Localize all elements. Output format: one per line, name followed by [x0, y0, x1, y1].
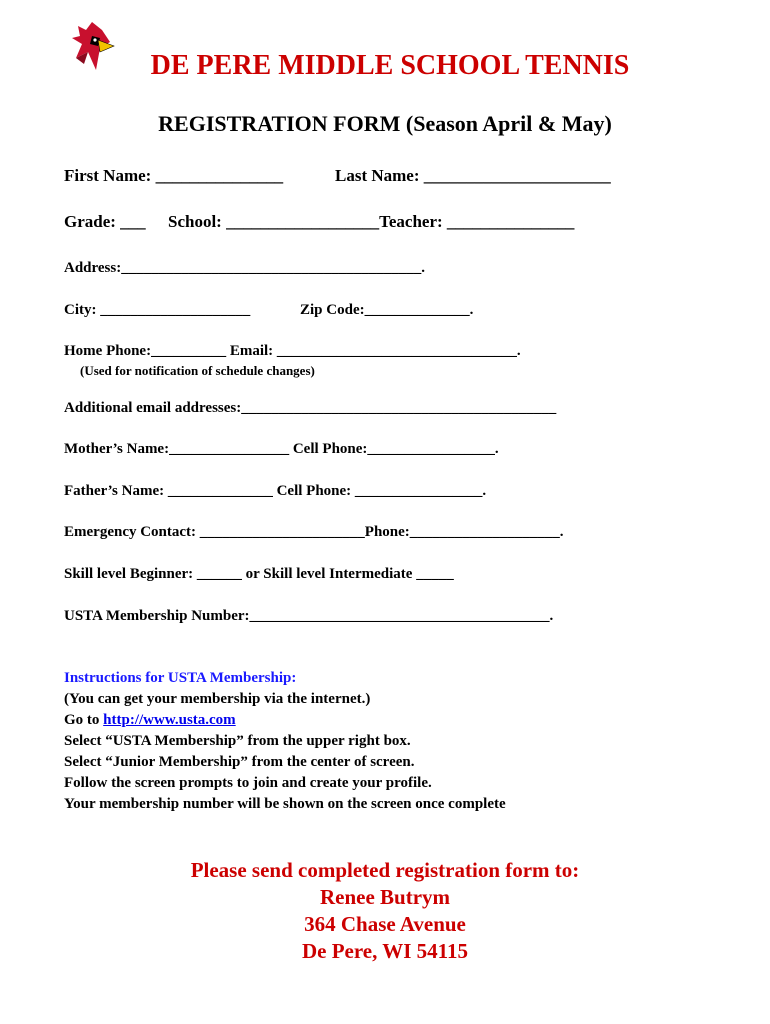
instructions-line: Select “USTA Membership” from the upper right box. — [64, 733, 411, 749]
father-name-field[interactable]: Father’s Name: ______________ Cell Phone: _________________. — [64, 483, 487, 499]
instructions-goto — [64, 712, 236, 729]
send-to-name: Renee Butrym — [319, 885, 451, 909]
send-to-city: De Pere, WI 54115 — [301, 939, 469, 963]
phone-note: (Used for notification of schedule changes) — [80, 363, 315, 378]
send-to-heading: Please send completed registration form to: — [190, 858, 580, 882]
address-field[interactable]: Address:________________________________________. — [64, 260, 425, 276]
goto-prefix: Go to — [64, 712, 104, 728]
zip-code-field[interactable]: Zip Code:______________. — [300, 302, 474, 318]
usta-link[interactable]: http://www.usta.com — [103, 712, 236, 728]
usta-number-field[interactable]: USTA Membership Number:________________________________________. — [64, 608, 554, 624]
skill-level-field[interactable]: Skill level Beginner: ______ or Skill level Intermediate _____ — [64, 566, 454, 582]
home-phone-email-field[interactable]: Home Phone:__________ Email: ________________________________. — [64, 343, 521, 359]
send-to-street: 364 Chase Avenue — [304, 912, 466, 936]
first-name-field[interactable]: First Name: _______________ — [64, 166, 284, 185]
last-name-field[interactable]: Last Name: ______________________ — [335, 166, 611, 185]
instructions-line: (You can get your membership via the internet.) — [64, 691, 371, 707]
instructions-line: Your membership number will be shown on the screen once complete — [64, 796, 506, 812]
instructions-heading: Instructions for USTA Membership: — [64, 670, 297, 686]
school-teacher-field[interactable]: School: __________________Teacher: _______________ — [168, 212, 575, 231]
emergency-contact-field[interactable]: Emergency Contact: ______________________Phone:____________________. — [64, 524, 564, 540]
instructions-line: Follow the screen prompts to join and create your profile. — [64, 775, 432, 791]
form-subtitle: REGISTRATION FORM (Season April & May) — [158, 111, 612, 136]
grade-field[interactable]: Grade: ___ — [64, 212, 146, 231]
page-title: DE PERE MIDDLE SCHOOL TENNIS — [150, 50, 630, 81]
city-field[interactable]: City: ____________________ — [64, 302, 251, 318]
additional-email-field[interactable]: Additional email addresses:__________________________________________ — [64, 400, 557, 416]
instructions-line: Select “Junior Membership” from the center of screen. — [64, 754, 415, 770]
mother-name-field[interactable]: Mother’s Name:________________ Cell Phone:_________________. — [64, 441, 499, 457]
